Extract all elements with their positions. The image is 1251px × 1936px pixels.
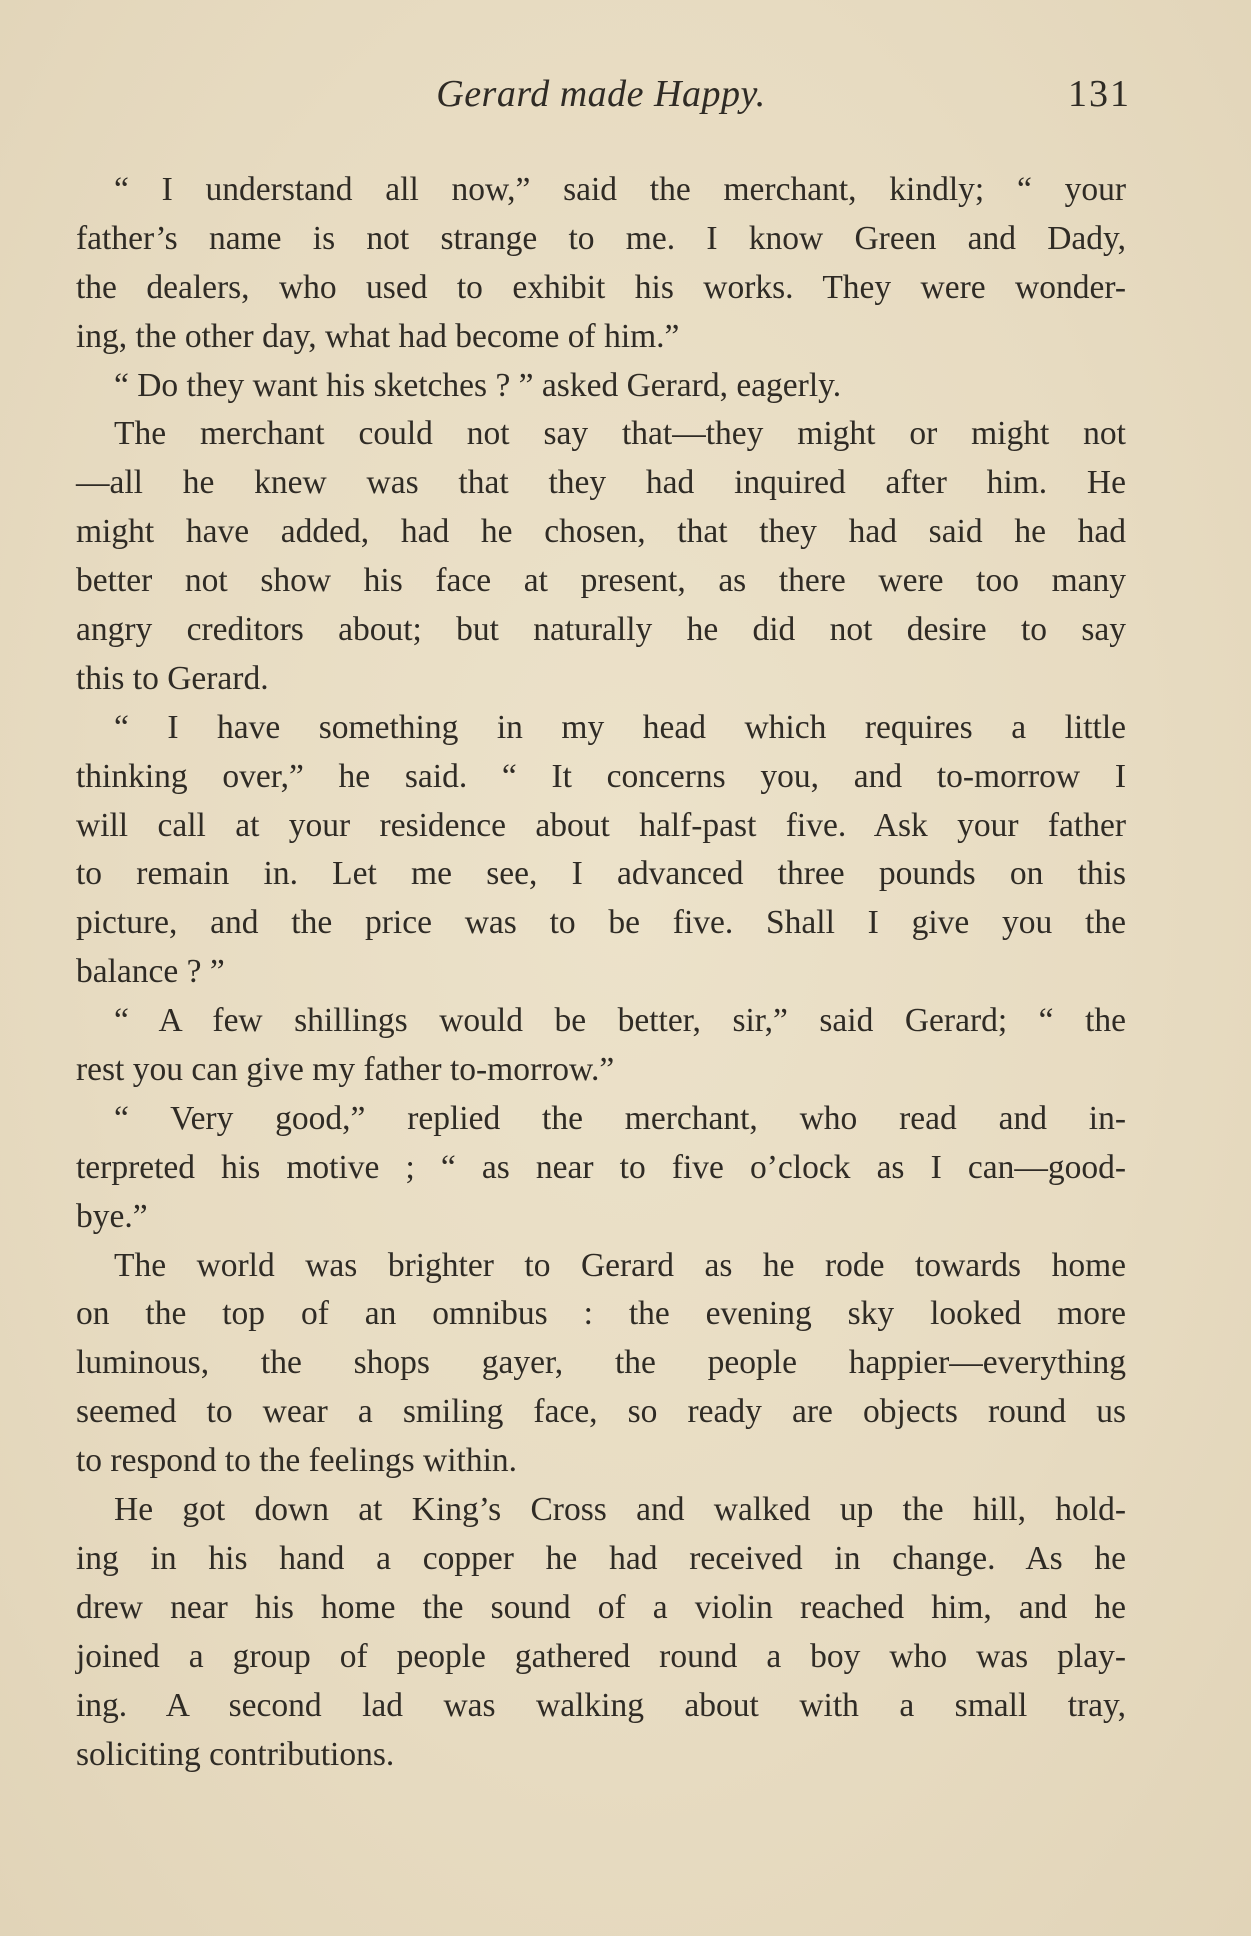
text-line: ing in his hand a copper he had received in change. As he bbox=[76, 1539, 1126, 1577]
text-line: joined a group of people gathered round a boy who was play- bbox=[76, 1637, 1126, 1675]
text-line: drew near his home the sound of a violin reached him, and he bbox=[76, 1588, 1126, 1626]
text-line: “ I understand all now,” said the merchant, kindly; “ your bbox=[114, 171, 1126, 208]
text-line: thinking over,” he said. “ It concerns you, and to-morrow I bbox=[76, 757, 1126, 795]
text-line: “ A few shillings would be better, sir,” said Gerard; “ the bbox=[114, 1002, 1126, 1040]
paragraph bbox=[76, 997, 1126, 1095]
text-line: rest you can give my father to-morrow.” bbox=[76, 1051, 615, 1089]
text-line: seemed to wear a smiling face, so ready are objects round us bbox=[76, 1393, 1126, 1431]
page-number: 131 bbox=[1068, 73, 1131, 115]
text-line: angry creditors about; but naturally he did not desire to say bbox=[76, 611, 1126, 649]
text-line: The world was brighter to Gerard as he rode towards home bbox=[114, 1246, 1126, 1284]
text-line: “ Do they want his sketches ? ” asked Gerard, eagerly. bbox=[114, 366, 842, 404]
text-line: —all he knew was that they had inquired after him. He bbox=[76, 464, 1126, 502]
text-line: this to Gerard. bbox=[76, 659, 269, 697]
body-text bbox=[76, 166, 1126, 1779]
text-line: He got down at King’s Cross and walked up the hill, hold- bbox=[114, 1491, 1126, 1529]
text-line: picture, and the price was to be five. Shall I give you the bbox=[76, 904, 1126, 942]
text-line: father’s name is not strange to me. I know Green and Dady, bbox=[76, 219, 1126, 257]
text-line: “ I have something in my head which requires a little bbox=[114, 708, 1126, 746]
text-line: ing. A second lad was walking about with a small tray, bbox=[76, 1686, 1126, 1724]
text-line: “ Very good,” replied the merchant, who read and in- bbox=[114, 1099, 1126, 1137]
paragraph bbox=[76, 166, 1126, 362]
text-line: luminous, the shops gayer, the people happier—everything bbox=[76, 1344, 1126, 1382]
text-line: will call at your residence about half-past five. Ask your father bbox=[76, 806, 1126, 844]
text-line: to remain in. Let me see, I advanced three pounds on this bbox=[76, 855, 1126, 893]
text-line: to respond to the feelings within. bbox=[76, 1442, 518, 1480]
text-line: bye.” bbox=[76, 1197, 148, 1235]
running-title: Gerard made Happy. bbox=[436, 73, 766, 115]
paragraph bbox=[76, 1242, 1126, 1486]
paragraph bbox=[76, 410, 1126, 703]
text-line: on the top of an omnibus : the evening sky looked more bbox=[76, 1295, 1126, 1333]
text-line: the dealers, who used to exhibit his works. They were wonder- bbox=[76, 268, 1126, 306]
paragraph bbox=[76, 362, 1126, 411]
text-line: soliciting contributions. bbox=[76, 1735, 395, 1773]
paragraph bbox=[76, 1486, 1126, 1779]
text-line: better not show his face at present, as there were too many bbox=[76, 562, 1126, 600]
paragraph bbox=[76, 704, 1126, 997]
text-line: The merchant could not say that—they might or might not bbox=[114, 415, 1126, 453]
text-line: balance ? ” bbox=[76, 953, 225, 991]
running-head bbox=[76, 72, 1131, 122]
paragraph bbox=[76, 1095, 1126, 1242]
text-line: might have added, had he chosen, that they had said he had bbox=[76, 513, 1126, 551]
text-line: terpreted his motive ; “ as near to five o’clock as I can—good- bbox=[76, 1148, 1126, 1186]
text-line: ing, the other day, what had become of him.” bbox=[76, 317, 680, 355]
